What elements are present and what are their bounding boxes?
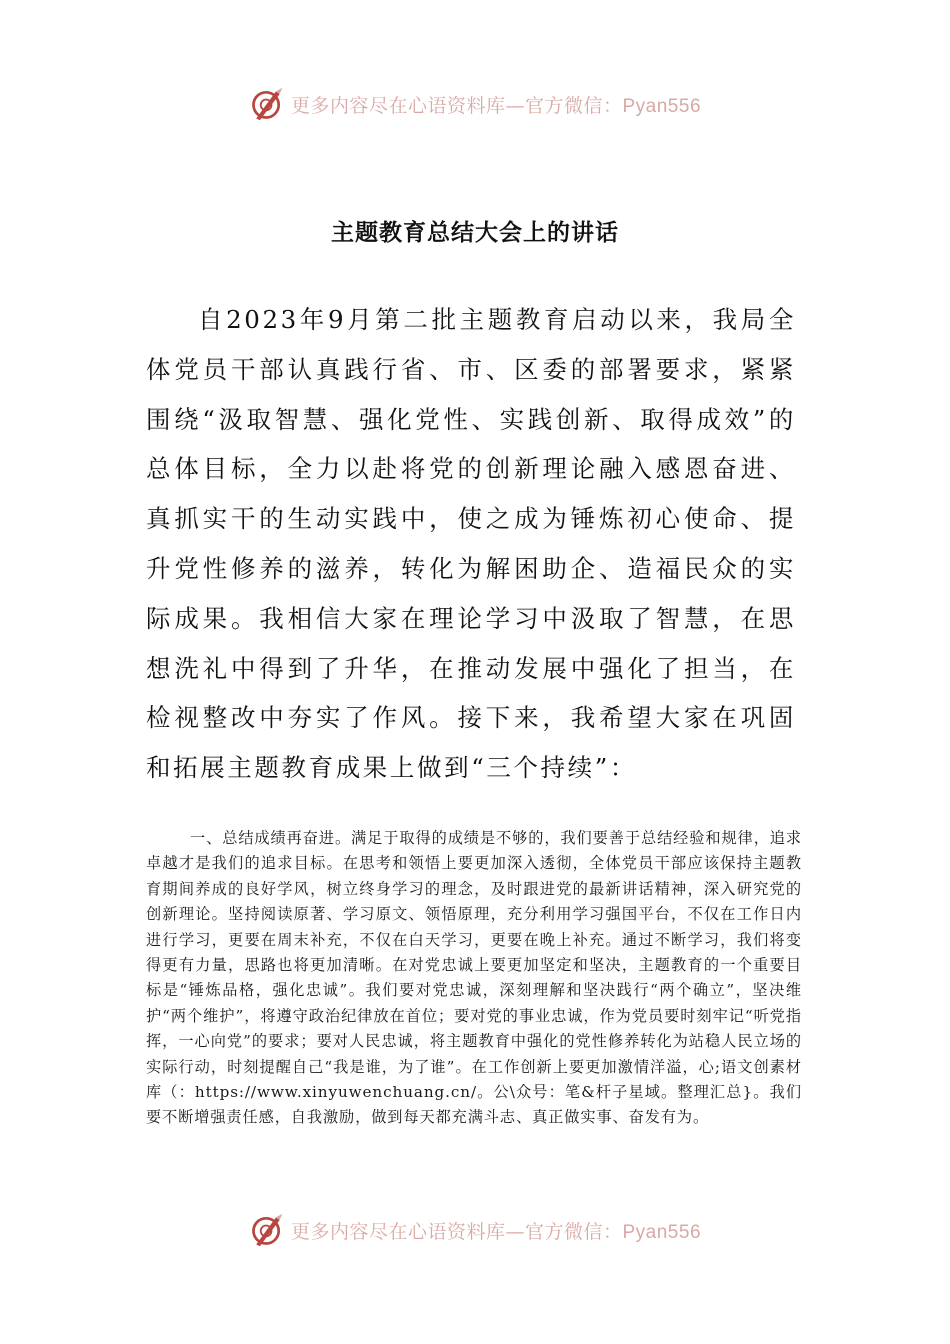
watermark-wechat-id: Pyan556 xyxy=(622,1221,702,1243)
watermark-wechat-id: Pyan556 xyxy=(622,95,702,117)
document-title: 主题教育总结大会上的讲话 xyxy=(331,220,619,246)
section-1-paragraph: 一、总结成绩再奋进。满足于取得的成绩是不够的，我们要善于总结经验和规律，追求卓越才是我们的追求目标。在思考和领悟上要更加深入透彻，全体党员干部应该保持主题教育期间养成的良好学风，树立终身学习的理念，及时跟进党的最新讲话精神，深入研究党的创新理论。坚持阅读原著、学习原文、领悟原理，充分利用学习强国平台，不仅在工作日内进行学习，更要在周末补充，不仅在白天学习，更要在晚上补充。通过不断学习，我们将变得更有力量，思路也将更加清晰。在对党忠诚上要更加坚定和坚决，主题教育的一个重要目标是“锤炼品格，强化忠诚”。我们要对党忠诚，深刻理解和坚决践行“两个确立”，坚决维护“两个维护”，将遵守政治纪律放在首位；要对党的事业忠诚，作为党员要时刻牢记“听党指挥，一心向党”的要求；要对人民忠诚，将主题教育中强化的党性修养转化为站稳人民立场的实际行动，时刻提醒自己“我是谁，为了谁”。在工作创新上要更加激情洋溢，心;语文创素材库（：https://www.xinyuwenchuang.cn/。公\众号：笔&杆子星域。整理汇总}。我们要不断增强责任感，自我激励，做到每天都充满斗志、真正做实事、奋发有为。 xyxy=(146,829,802,1127)
intro-paragraph: 自2023年9月第二批主题教育启动以来，我局全体党员干部认真践行省、市、区委的部署要求，紧紧围绕“汲取智慧、强化党性、实践创新、取得成效”的总体目标，全力以赴将党的创新理论融入感恩奋进、真抓实干的生动实践中，使之成为锤炼初心使命、提升党性修养的滋养，转化为解困助企、造福民众的实际成果。我相信大家在理论学习中汲取了智慧，在思想洗礼中得到了升华，在推动发展中强化了担当，在检视整改中夯实了作风。接下来，我希望大家在巩固和拓展主题教育成果上做到“三个持续”： xyxy=(146,305,796,783)
quill-logo-icon xyxy=(249,1212,285,1248)
watermark-header xyxy=(0,82,950,126)
watermark-text xyxy=(291,91,701,118)
watermark-text xyxy=(291,1217,701,1244)
watermark-main-text: 更多内容尽在心语资料库—官方微信： xyxy=(290,94,623,117)
quill-logo-icon xyxy=(249,86,285,122)
watermark-main-text: 更多内容尽在心语资料库—官方微信： xyxy=(290,1220,623,1243)
watermark-footer xyxy=(0,1208,950,1252)
